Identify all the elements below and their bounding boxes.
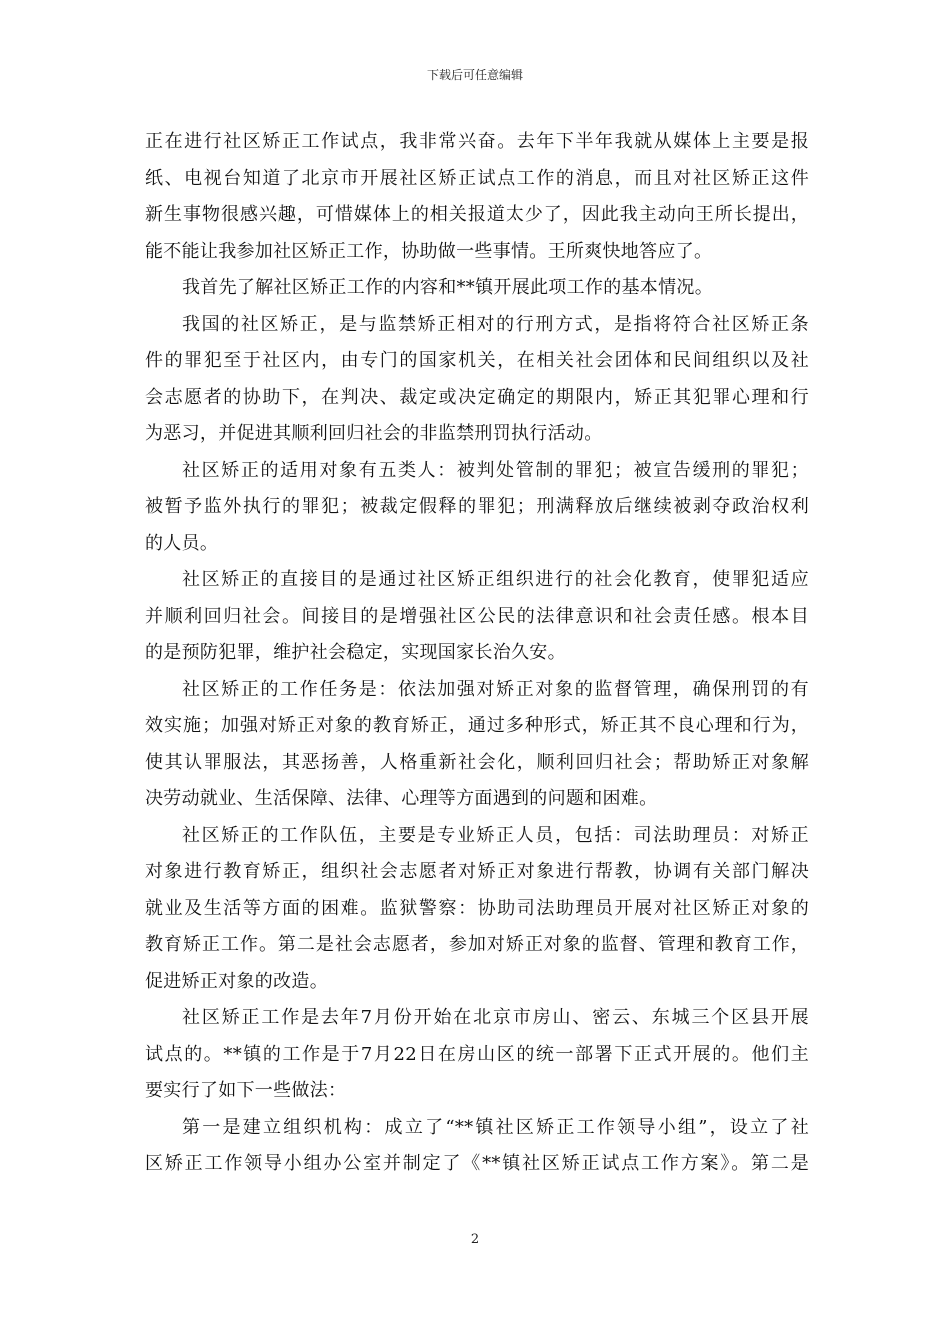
page-header: 下载后可任意编辑: [426, 68, 523, 82]
text-line: 社区矫正的工作队伍，主要是专业矫正人员，包括：司法助理员：对矫正: [182, 824, 809, 846]
text-line: 为恶习，并促进其顺利回归社会的非监禁刑罚执行活动。: [145, 423, 603, 444]
text-line: 使其认罪服法，其恶扬善，人格重新社会化，顺利回归社会；帮助矫正对象解: [145, 751, 809, 773]
text-line: 正在进行社区矫正工作试点，我非常兴奋。去年下半年我就从媒体上主要是报: [145, 131, 809, 152]
document-body: [145, 124, 809, 1183]
text-line: 教育矫正工作。第二是社会志愿者，参加对矫正对象的监督、管理和教育工作，: [145, 934, 809, 955]
text-line: 就业及生活等方面的困难。监狱警察：协助司法助理员开展对社区矫正对象的: [145, 897, 809, 919]
text-line: 第一是建立组织机构：成立了“**镇社区矫正工作领导小组”，设立了社: [182, 1116, 809, 1138]
text-line: 对象进行教育矫正，组织社会志愿者对矫正对象进行帮教，协调有关部门解决: [145, 861, 809, 882]
text-line: 我首先了解社区矫正工作的内容和**镇开展此项工作的基本情况。: [182, 277, 713, 298]
text-line: 并顺利回归社会。间接目的是增强社区公民的法律意识和社会责任感。根本目: [145, 605, 809, 627]
text-line: 件的罪犯至于社区内，由专门的国家机关，在相关社会团体和民间组织以及社: [145, 350, 809, 371]
text-line: 区矫正工作领导小组办公室并制定了《**镇社区矫正试点工作方案》。第二是: [145, 1153, 809, 1174]
text-line: 的是预防犯罪，维护社会稳定，实现国家长治久安。: [145, 642, 566, 663]
page-number: 2: [470, 1232, 480, 1247]
text-line: 社区矫正的适用对象有五类人：被判处管制的罪犯；被宣告缓刑的罪犯；: [182, 459, 809, 481]
text-line: 的人员。: [145, 532, 219, 554]
text-line: 效实施；加强对矫正对象的教育矫正，通过多种形式，矫正其不良心理和行为，: [145, 715, 809, 736]
text-line: 会志愿者的协助下，在判决、裁定或决定确定的期限内，矫正其犯罪心理和行: [145, 386, 809, 408]
text-line: 试点的。**镇的工作是于7月22日在房山区的统一部署下正式开展的。他们主: [145, 1043, 809, 1065]
text-line: 促进矫正对象的改造。: [145, 970, 328, 992]
text-line: 我国的社区矫正，是与监禁矫正相对的行刑方式，是指将符合社区矫正条: [182, 313, 809, 335]
text-line: 社区矫正的工作任务是：依法加强对矫正对象的监督管理，确保刑罚的有: [182, 678, 809, 700]
text-line: 新生事物很感兴趣，可惜媒体上的相关报道太少了，因此我主动向王所长提出，: [145, 204, 809, 225]
text-line: 要实行了如下一些做法：: [145, 1080, 347, 1101]
text-line: 被暂予监外执行的罪犯；被裁定假释的罪犯；刑满释放后继续被剥夺政治权利: [145, 496, 809, 517]
text-line: 决劳动就业、生活保障、法律、心理等方面遇到的问题和困难。: [145, 788, 658, 809]
text-line: 纸、电视台知道了北京市开展社区矫正试点工作的消息，而且对社区矫正这件: [145, 167, 809, 189]
text-line: 社区矫正工作是去年7月份开始在北京市房山、密云、东城三个区县开展: [182, 1007, 809, 1028]
text-line: 能不能让我参加社区矫正工作，协助做一些事情。王所爽快地答应了。: [145, 240, 713, 262]
text-line: 社区矫正的直接目的是通过社区矫正组织进行的社会化教育，使罪犯适应: [182, 569, 809, 590]
